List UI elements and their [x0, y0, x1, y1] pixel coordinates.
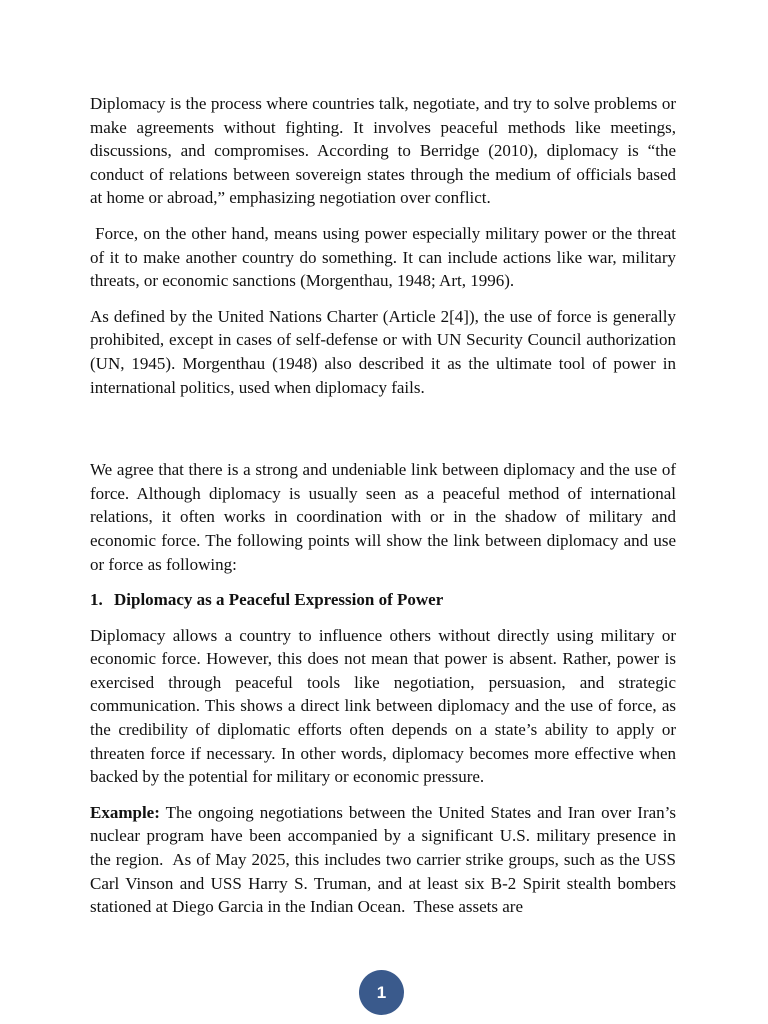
paragraph-diplomacy-definition: Diplomacy is the process where countries talk, negotiate, and try to solve problems or make agreements without fighting. It involves peaceful methods like meetings, discussions, and compromises. According to Berridge (2010), diplomacy is “the conduct of relations between sovereign states through the medium of officials based at home or abroad,” emphasizing negotiation over conflict.: [90, 94, 676, 208]
paragraph-force-definition: Force, on the other hand, means using power especially military power or the threat of it to make another country do something. It can include actions like war, military threats, or economic sanctions (Morgenthau, 1948; Art, 1996).: [90, 223, 676, 291]
example-label: Example:: [90, 802, 160, 822]
document-body: [90, 92, 676, 931]
section-number: 1.: [90, 590, 103, 610]
section-title: Diplomacy as a Peaceful Expression of Power: [114, 590, 444, 610]
blank-space: [90, 411, 676, 458]
paragraph-peaceful-power: Diplomacy allows a country to influence others without directly using military or economic force. However, this does not mean that power is absent. Rather, power is exercised through peaceful tools like negotiation, persuasion, and strategic communication. This shows a direct link between diplomacy and the use of force, as the credibility of diplomatic efforts often depends on a state’s ability to apply or threaten force if necessary. In other words, diplomacy becomes more effective when backed by the potential for military or economic pressure.: [90, 625, 676, 787]
page-number-badge: [359, 970, 404, 1015]
section-heading: [90, 588, 676, 612]
example-text: The ongoing negotiations between the United States and Iran over Iran’s nuclear program have been accompanied by a significant U.S. military presence in the region. As of May 2025, this includes two carrier strike groups, such as the USS Carl Vinson and USS Harry S. Truman, and at least six B-2 Spirit stealth bombers stationed at Diego Garcia in the Indian Ocean. These assets are: [90, 802, 676, 917]
page-number: 1: [376, 982, 387, 1002]
paragraph-example: [90, 801, 676, 919]
paragraph-link-thesis: We agree that there is a strong and undeniable link between diplomacy and the use of force. Although diplomacy is usually seen as a peaceful method of international relations, it often works in coordination with or in the shadow of military and economic force. The following points will show the link between diplomacy and use or force as following:: [90, 460, 676, 574]
paragraph-un-charter: As defined by the United Nations Charter (Article 2[4]), the use of force is generally prohibited, except in cases of self-defense or with UN Security Council authorization (UN, 1945). Morgenthau (1948) also described it as the ultimate tool of power in international politics, used when diplomacy fails.: [90, 306, 676, 397]
